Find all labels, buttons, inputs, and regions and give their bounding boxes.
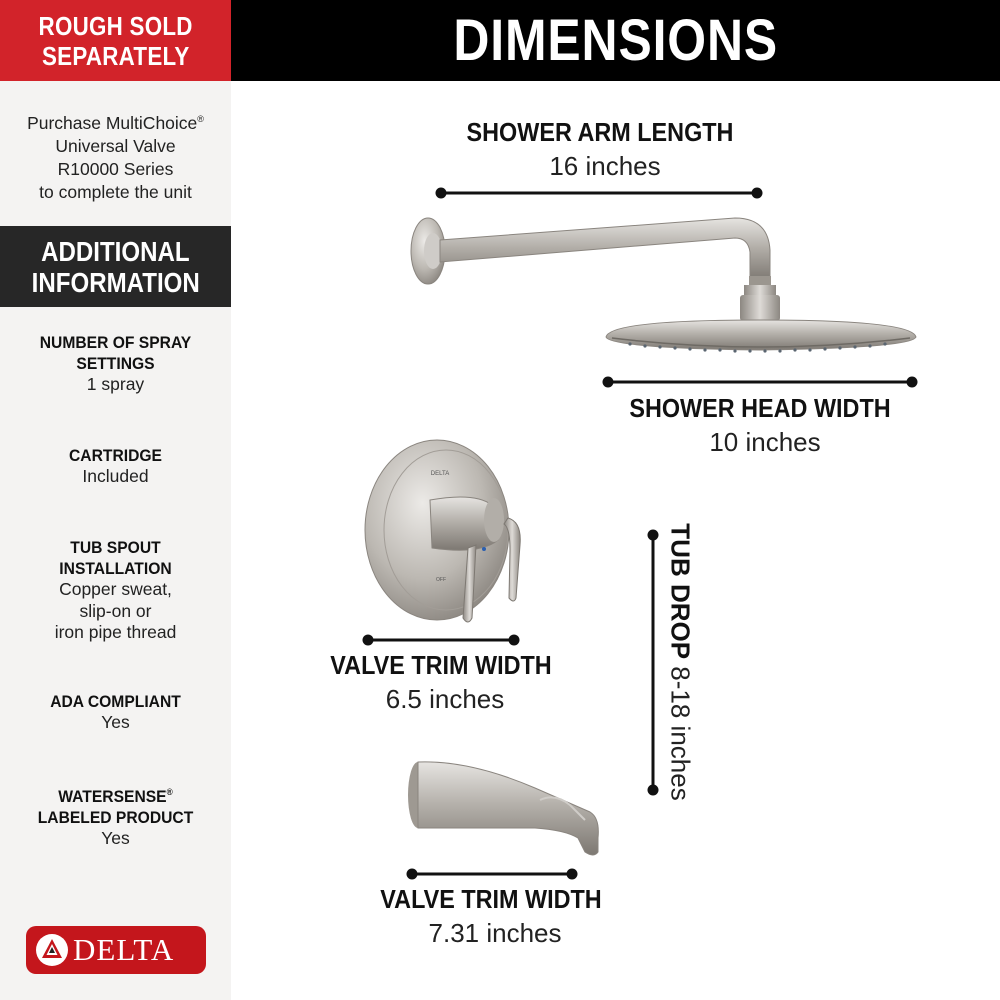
shower-head-width-value: 10 inches [709, 427, 821, 457]
tub-spout [408, 762, 598, 855]
spec-value: Included [82, 466, 149, 486]
tub-drop-dimension-line [648, 530, 659, 796]
tub-drop-text [665, 523, 696, 800]
purchase-line-3: R10000 Series [57, 159, 174, 179]
rough-banner-line-2: SEPARATELY [41, 40, 190, 71]
spec-label: TUB SPOUT INSTALLATION [59, 538, 172, 578]
purchase-line-1: Purchase MultiChoice® [27, 113, 204, 133]
valve-trim [365, 440, 520, 622]
valve-trim-width-value: 6.5 inches [385, 684, 505, 714]
spec-label: CARTRIDGE [69, 446, 162, 465]
shower-arm-dimension-line [436, 188, 763, 199]
valve-trim-dimension-line [363, 635, 520, 646]
registered-mark: ® [197, 114, 204, 124]
valve-off-text: OFF [436, 577, 446, 583]
tub-spout-width-label: VALVE TRIM WIDTH [380, 884, 602, 914]
spec-value: Copper sweat, slip-on or iron pipe thread [54, 579, 177, 642]
shower-arm-length-value: 16 inches [549, 151, 661, 181]
registered-mark: ® [166, 787, 173, 797]
tub-spout-dimension-line [407, 869, 578, 880]
purchase-line-2: Universal Valve [55, 136, 176, 156]
shower-arm-length-label: SHOWER ARM LENGTH [466, 117, 734, 147]
rough-banner-line-1: ROUGH SOLD [38, 10, 193, 41]
purchase-line-4: to complete the unit [39, 182, 192, 202]
delta-logo-text: DELTA [73, 932, 175, 967]
additional-banner-line-2: INFORMATION [31, 266, 200, 298]
spec-label: WATERSENSE® LABELED PRODUCT [37, 787, 194, 827]
additional-banner-line-1: ADDITIONAL [41, 235, 190, 267]
page-title: DIMENSIONS [453, 8, 778, 73]
spec-value: Yes [101, 712, 130, 732]
tub-drop-label: TUB DROP [665, 523, 696, 660]
spec-value: Yes [101, 828, 130, 848]
shower-head [606, 320, 916, 353]
spec-value: 1 spray [86, 374, 145, 394]
valve-trim-width-label: VALVE TRIM WIDTH [330, 650, 552, 680]
tub-drop-value: 8-18 inches [665, 666, 696, 801]
shower-arm [411, 218, 780, 321]
valve-brand-text: DELTA [430, 471, 450, 477]
shower-head-dimension-line [603, 377, 918, 388]
shower-head-width-label: SHOWER HEAD WIDTH [629, 393, 891, 423]
spec-label: ADA COMPLIANT [50, 692, 181, 711]
tub-spout-width-value: 7.31 inches [428, 918, 562, 948]
spec-label: NUMBER OF SPRAY SETTINGS [39, 333, 192, 373]
